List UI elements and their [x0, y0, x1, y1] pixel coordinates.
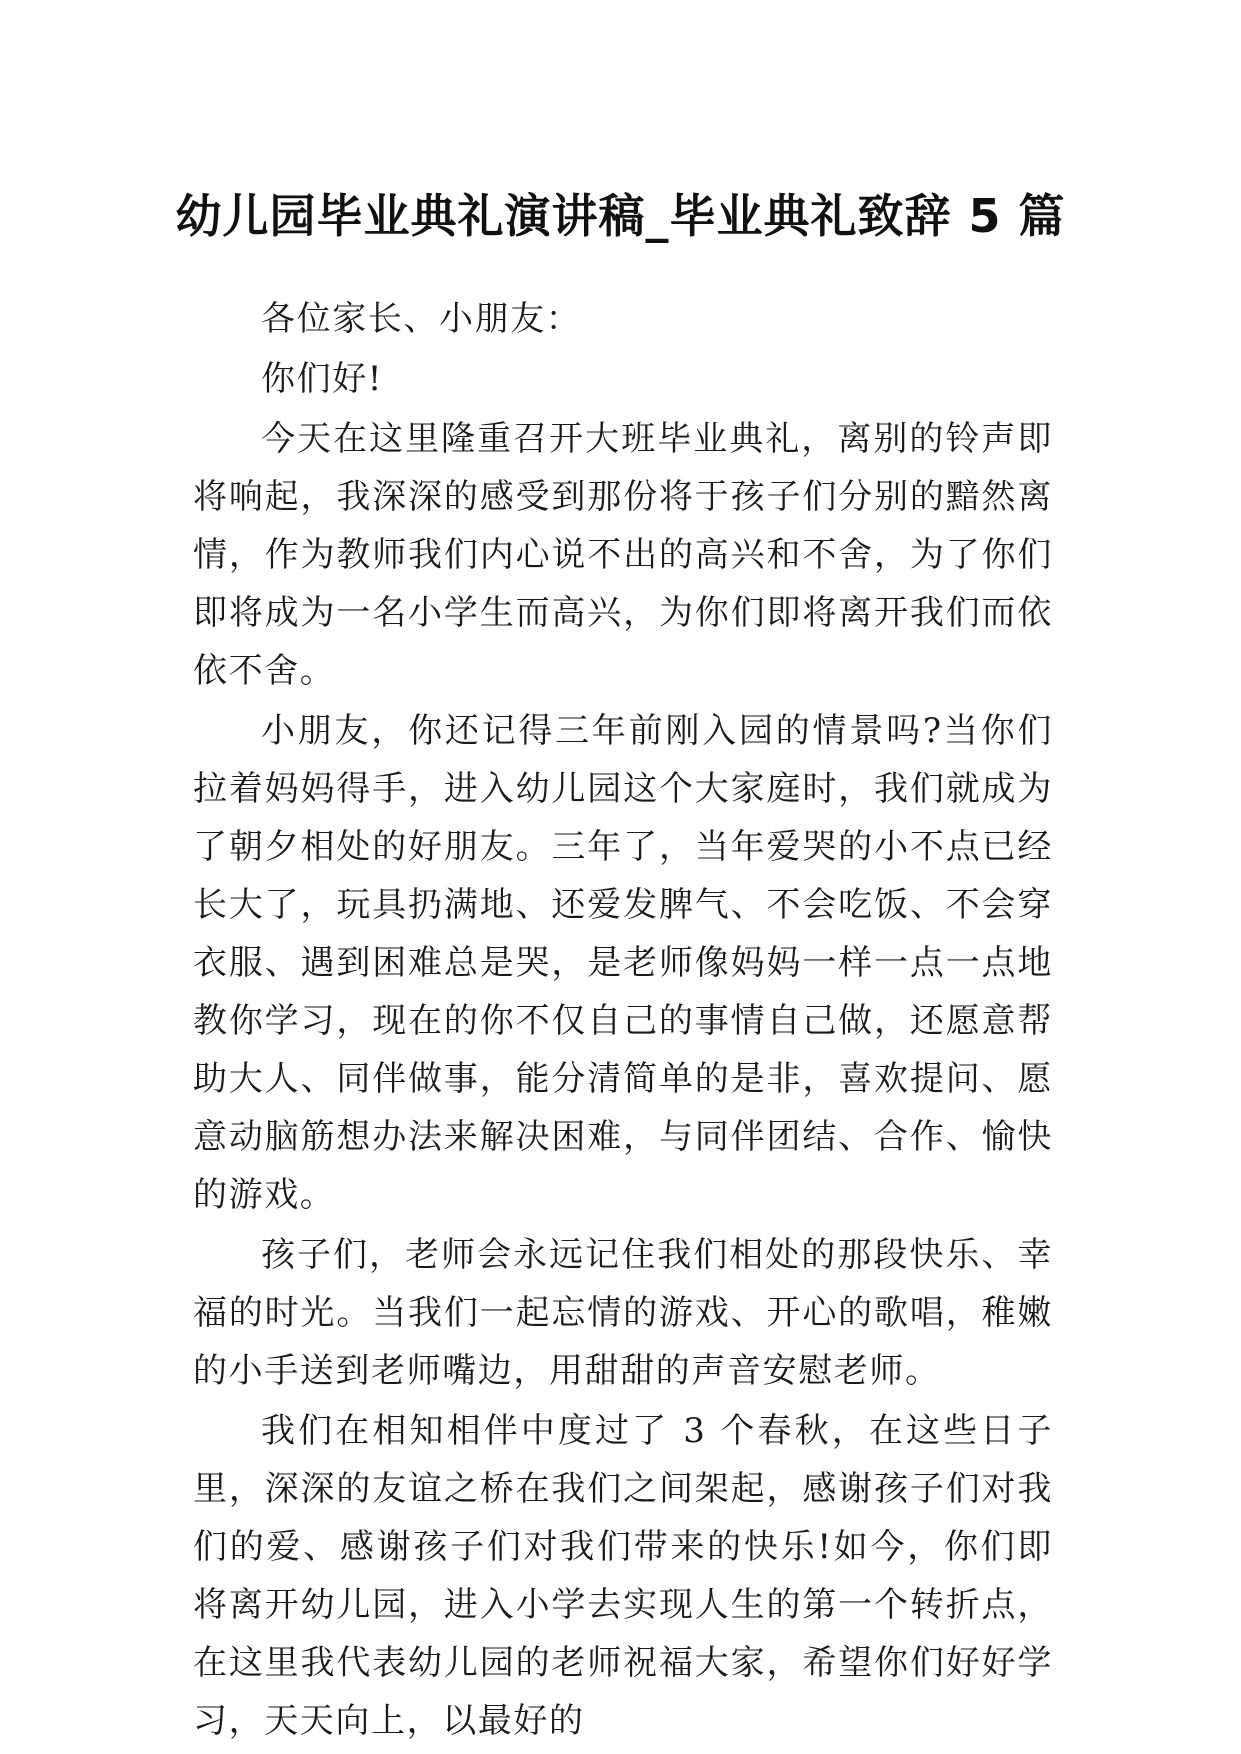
paragraph-ceremony: 今天在这里隆重召开大班毕业典礼，离别的铃声即将响起，我深深的感受到那份将于孩子们分别的黯然离情，作为教师我们内心说不出的高兴和不舍，为了你们即将成为一名小学生而高兴，为你们即将离开我们而依依不舍。 — [193, 419, 1053, 691]
paragraph-greeting: 各位家长、小朋友： — [261, 299, 582, 339]
document-title: 幼儿园毕业典礼演讲稿_毕业典礼致辞 5 篇 — [175, 188, 1066, 243]
paragraph-blessing: 我们在相知相伴中度过了 3 个春秋，在这些日子里，深深的友谊之桥在我们之间架起，感谢孩子们对我们的爱、感谢孩子们对我们带来的快乐!如今，你们即将离开幼儿园，进入小学去实现人生的第一个转折点，在这里我代表幼儿园的老师祝福大家，希望你们好好学习，天天向上，以最好的 — [193, 1411, 1053, 1741]
paragraph-hello: 你们好! — [261, 359, 384, 399]
paragraph-happy-times: 孩子们，老师会永远记住我们相处的那段快乐、幸福的时光。当我们一起忘情的游戏、开心的歌唱，稚嫩的小手送到老师嘴边，用甜甜的声音安慰老师。 — [193, 1235, 1053, 1391]
paragraph-memories: 小朋友，你还记得三年前刚入园的情景吗?当你们拉着妈妈得手，进入幼儿园这个大家庭时，我们就成为了朝夕相处的好朋友。三年了，当年爱哭的小不点已经长大了，玩具扔满地、还爱发脾气、不会吃饭、不会穿衣服、遇到困难总是哭，是老师像妈妈一样一点一点地教你学习，现在的你不仅自己的事情自己做，还愿意帮助大人、同伴做事，能分清简单的是非，喜欢提问、愿意动脑筋想办法来解决困难，与同伴团结、合作、愉快的游戏。 — [193, 711, 1053, 1215]
document-body — [193, 290, 1053, 1752]
